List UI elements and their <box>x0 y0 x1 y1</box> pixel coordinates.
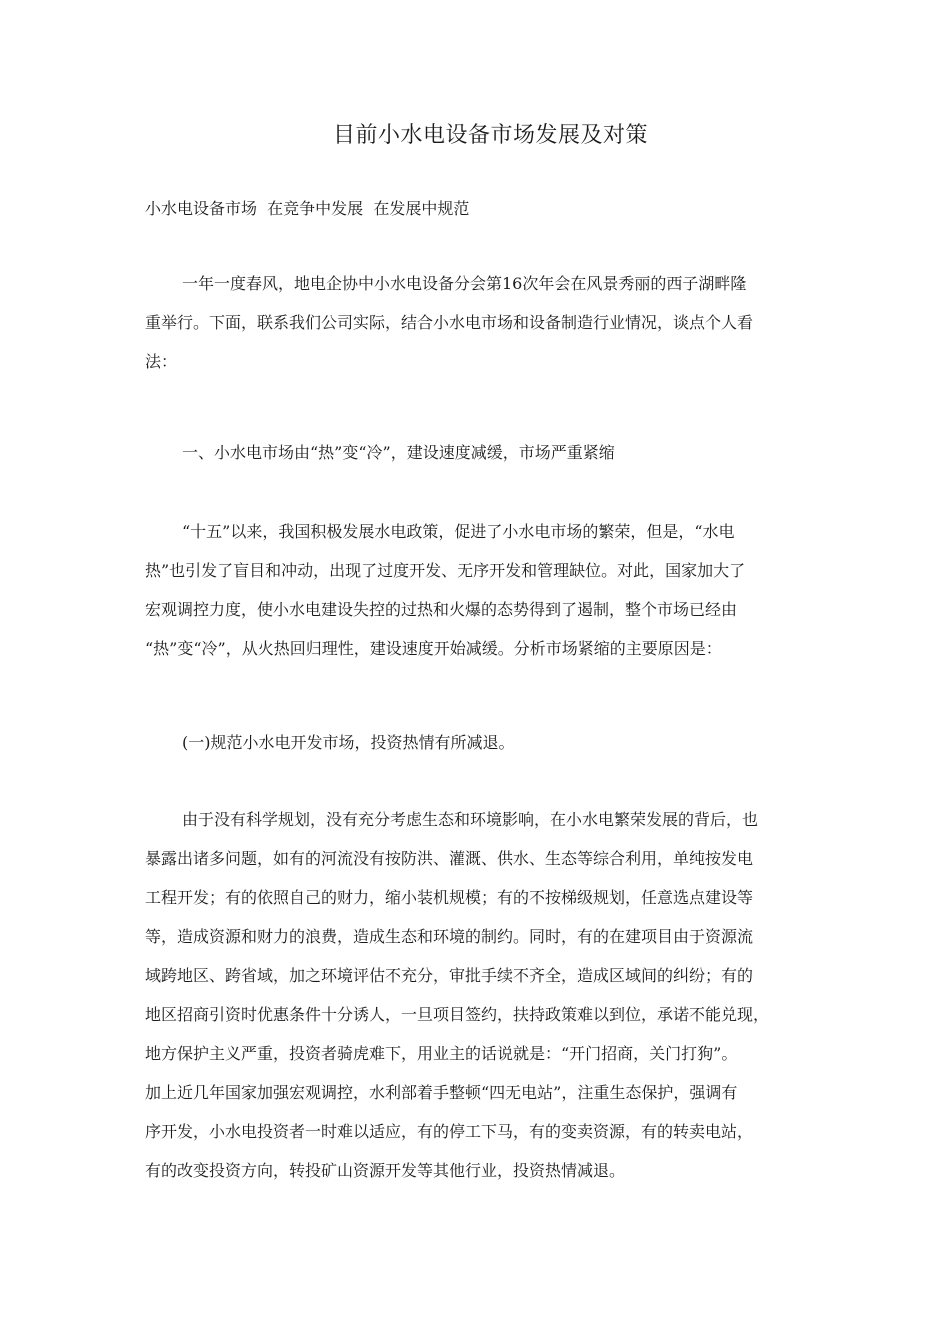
paragraph-market-cooling <box>145 512 875 668</box>
paragraph-regulation <box>145 800 875 1190</box>
paragraph-line: 等，造成资源和财力的浪费，造成生态和环境的制约。同时，有的在建项目由于资源流 <box>145 927 754 946</box>
paragraph-intro <box>145 264 875 381</box>
paragraph-line: 有的改变投资方向，转投矿山资源开发等其他行业，投资热情减退。 <box>145 1161 626 1180</box>
paragraph-line: 由于没有科学规划，没有充分考虑生态和环境影响，在小水电繁荣发展的背后，也 <box>182 810 759 829</box>
paragraph-line: 宏观调控力度，使小水电建设失控的过热和火爆的态势得到了遏制，整个市场已经由 <box>145 600 738 619</box>
section-heading: 一、小水电市场由“热”变“冷”，建设速度减缓，市场严重紧缩 <box>182 443 615 462</box>
paragraph-line: 地方保护主义严重，投资者骑虎难下，用业主的话说就是：“开门招商，关门打狗”。 <box>145 1044 738 1063</box>
paragraph-line: 序开发，小水电投资者一时难以适应，有的停工下马，有的变卖资源，有的转卖电站， <box>145 1122 754 1141</box>
paragraph-line: 热”也引发了盲目和冲动，出现了过度开发、无序开发和管理缺位。对此，国家加大了 <box>145 561 746 580</box>
subsection-heading: (一)规范小水电开发市场，投资热情有所减退。 <box>182 733 515 752</box>
paragraph-line: 工程开发；有的依照自己的财力，缩小装机规模；有的不按梯级规划，任意选点建设等 <box>145 888 754 907</box>
paragraph-line: 地区招商引资时优惠条件十分诱人，一旦项目签约，扶持政策难以到位，承诺不能兑现， <box>145 1005 770 1024</box>
paragraph-line: 暴露出诸多问题，如有的河流没有按防洪、灌溉、供水、生态等综合利用，单纯按发电 <box>145 849 754 868</box>
paragraph-line: “十五”以来，我国积极发展水电政策，促进了小水电市场的繁荣，但是，“水电 <box>182 522 735 541</box>
paragraph-line: 加上近几年国家加强宏观调控，水利部着手整顿“四无电站”，注重生态保护，强调有 <box>145 1083 738 1102</box>
paragraph-line: 重举行。下面，联系我们公司实际，结合小水电市场和设备制造行业情况，谈点个人看 <box>145 313 754 332</box>
paragraph-line: 法： <box>145 352 178 371</box>
paragraph-line: 域跨地区、跨省域，加之环境评估不充分，审批手续不齐全，造成区域间的纠纷；有的 <box>145 966 754 985</box>
document-title: 目前小水电设备市场发展及对策 <box>333 123 649 148</box>
paragraph-line: 一年一度春风，地电企协中小水电设备分会第16次年会在风景秀丽的西子湖畔隆 <box>182 274 747 293</box>
document-subtitle: 小水电设备市场 在竞争中发展 在发展中规范 <box>145 199 470 218</box>
paragraph-line: “热”变“冷”，从火热回归理性，建设速度开始减缓。分析市场紧缩的主要原因是： <box>145 639 722 658</box>
